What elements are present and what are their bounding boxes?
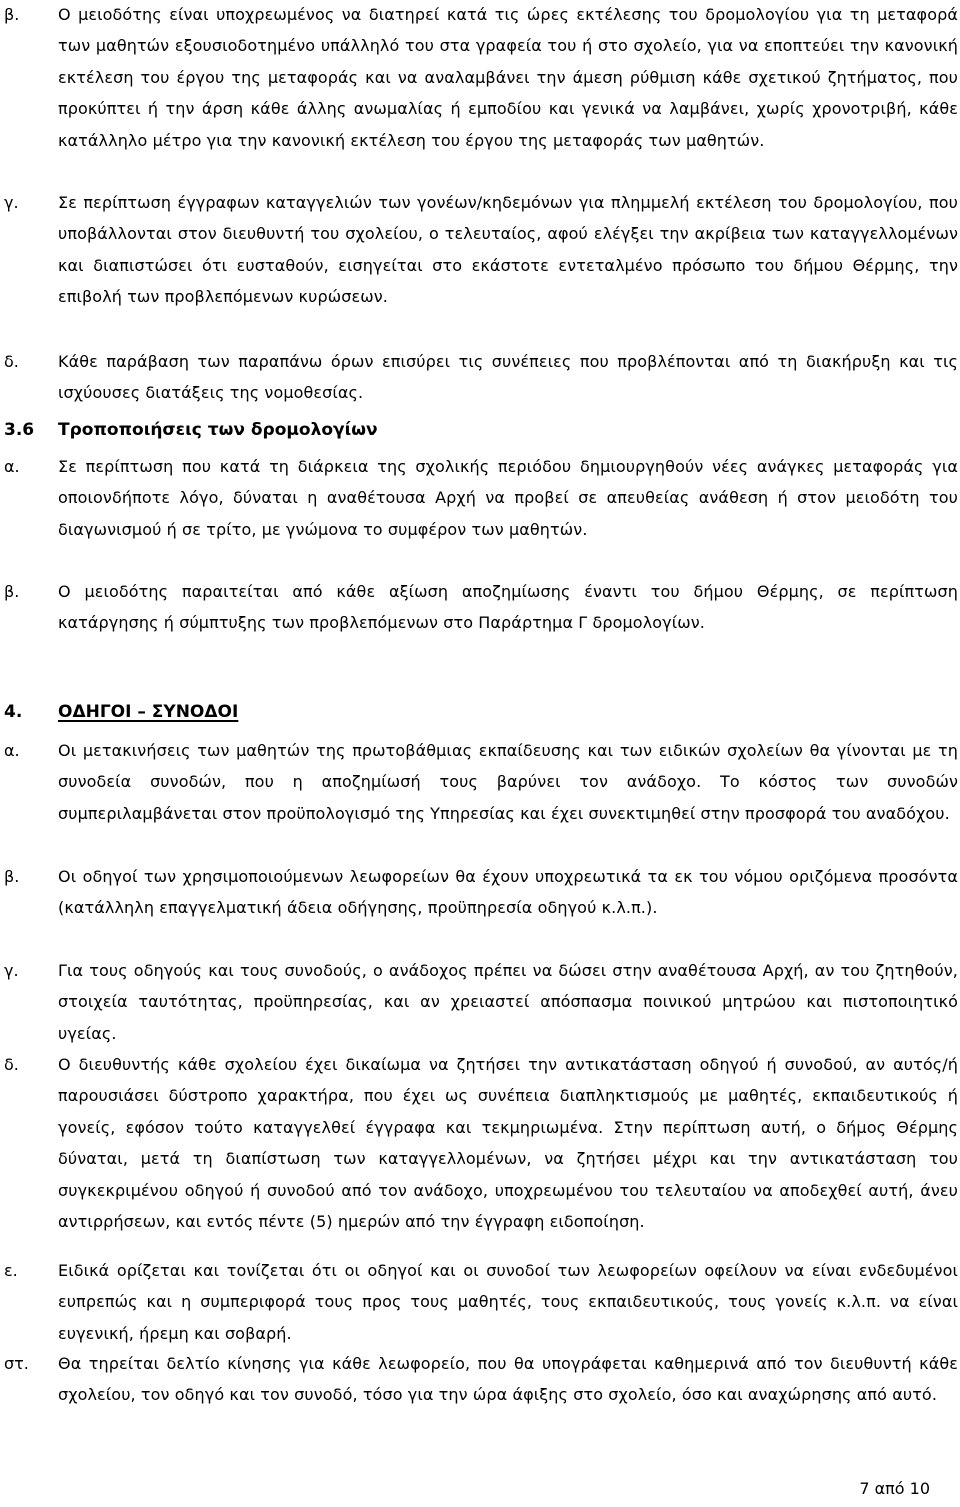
list-item <box>0 1348 960 1411</box>
list-item <box>0 735 960 829</box>
paragraph-text: Οι οδηγοί των χρησιμοποιούμενων λεωφορείων θα έχουν υποχρεωτικά τα εκ του νόμου οριζόμενα προσόντα (κατάλληλη επαγγελματική άδεια οδήγησης, προϋπηρεσία οδηγού κ.λ.π.). <box>58 867 958 918</box>
section-number: 3.6 <box>4 420 35 440</box>
list-item <box>0 576 960 639</box>
list-marker: α. <box>4 457 20 476</box>
paragraph-text: Σε περίπτωση που κατά τη διάρκεια της σχολικής περιόδου δημιουργηθούν νέες ανάγκες μεταφοράς για οποιονδήποτε λόγο, δύναται η αναθέτουσα Αρχή να προβεί σε απευθείας ανάθεση ή στον μειοδότη του διαγωνισμού ή σε τρίτο, με γνώμονα το συμφέρον των μαθητών. <box>58 457 958 539</box>
paragraph-text: Θα τηρείται δελτίο κίνησης για κάθε λεωφορείο, που θα υπογράφεται καθημερινά από τον διευθυντή κάθε σχολείου, τον οδηγό και τον συνοδό, τόσο για την ώρα άφιξης στο σχολείο, όσο και αναχώρησης από αυτό. <box>58 1354 958 1405</box>
list-marker: β. <box>4 5 20 24</box>
paragraph-text: Ο διευθυντής κάθε σχολείου έχει δικαίωμα να ζητήσει την αντικατάσταση οδηγού ή συνοδού, αν αυτός/ή παρουσιάσει δύστροπο χαρακτήρα, που έχει ως συνέπεια διαπληκτισμούς με μαθητές, εκπαιδευτικούς ή γονείς, εφόσον τούτο καταγγελθεί έγγραφα και τεκμηριωμένα. Στην περίπτωση αυτή, ο δήμος Θέρμης δύναται, μετά τη διαπίστωση των καταγγελλομένων, να ζητήσει μέχρι και την αντικατάσταση του συγκεκριμένου οδηγού ή συνοδού από τον ανάδοχο, υποχρεωμένου του τελευταίου να αποδεχθεί αυτή, άνευ αντιρρήσεων, και εντός πέντε (5) ημερών από την έγγραφη ειδοποίηση. <box>58 1055 958 1232</box>
list-marker: α. <box>4 741 20 760</box>
list-marker: γ. <box>4 193 19 212</box>
section-number: 4. <box>4 702 23 722</box>
list-item <box>0 0 960 156</box>
page-number: 7 από 10 <box>859 1479 930 1498</box>
list-item <box>0 1255 960 1349</box>
list-marker: β. <box>4 582 20 601</box>
list-item <box>0 187 960 313</box>
paragraph-text: Οι μετακινήσεις των μαθητών της πρωτοβάθμιας εκπαίδευσης και των ειδικών σχολείων θα γίνονται με τη συνοδεία συνοδών, που η αποζημίωσή τους βαρύνει τον ανάδοχο. Το κόστος των συνοδών συμπεριλαμβάνεται στον προϋπολογισμό της Υπηρεσίας και έχει συνεκτιμηθεί στην προσφορά του αναδόχου. <box>58 741 958 823</box>
section-heading <box>0 697 238 728</box>
list-item <box>0 861 960 924</box>
list-marker: ε. <box>4 1261 18 1280</box>
paragraph-text: Ο μειοδότης είναι υποχρεωμένος να διατηρεί κατά τις ώρες εκτέλεσης του δρομολογίου για τη μεταφορά των μαθητών εξουσιοδοτημένο υπάλληλό του στα γραφεία του ή στο σχολείο, για να εποπτεύει την κανονική εκτέλεση του έργου της μεταφοράς και να αναλαμβάνει την άμεση ρύθμιση κάθε σχετικού ζητήματος, που προκύπτει ή την άρση κάθε άλλης ανωμαλίας ή εμποδίου και γενικά να λαμβάνει, χωρίς χρονοτριβή, κάθε κατάλληλο μέτρο για την κανονική εκτέλεση του έργου της μεταφοράς των μαθητών. <box>58 5 958 150</box>
list-item <box>0 1049 960 1237</box>
paragraph-text: Κάθε παράβαση των παραπάνω όρων επισύρει τις συνέπειες που προβλέπονται από τη διακήρυξη και τις ισχύουσες διατάξεις της νομοθεσίας. <box>58 352 958 403</box>
list-item <box>0 955 960 1049</box>
paragraph-text: Ο μειοδότης παραιτείται από κάθε αξίωση αποζημίωσης έναντι του δήμου Θέρμης, σε περίπτωση κατάργησης ή σύμπτυξης των προβλεπόμενων στο Παράρτημα Γ δρομολογίων. <box>58 582 958 633</box>
list-item <box>0 346 960 409</box>
list-item <box>0 451 960 545</box>
section-heading <box>0 415 378 446</box>
list-marker: δ. <box>4 352 19 371</box>
list-marker: δ. <box>4 1055 19 1074</box>
paragraph-text: Σε περίπτωση έγγραφων καταγγελιών των γονέων/κηδεμόνων για πλημμελή εκτέλεση του δρομολογίου, που υποβάλλονται στον διευθυντή του σχολείου, ο τελευταίος, αφού ελέγξει την ακρίβεια των καταγγελλομένων και διαπιστώσει ότι ευσταθούν, εισηγείται στο εκάστοτε εντεταλμένο πρόσωπο του δήμου Θέρμης, την επιβολή των προβλεπόμενων κυρώσεων. <box>58 193 958 307</box>
section-title: Τροποποιήσεις των δρομολογίων <box>58 420 378 440</box>
list-marker: γ. <box>4 961 19 980</box>
paragraph-text: Ειδικά ορίζεται και τονίζεται ότι οι οδηγοί και οι συνοδοί των λεωφορείων οφείλουν να είναι ενδεδυμένοι ευπρεπώς και η συμπεριφορά τους προς τους μαθητές, τους εκπαιδευτικούς, τους γονείς κ.λ.π. να είναι ευγενική, ήρεμη και σοβαρή. <box>58 1261 958 1343</box>
section-title: ΟΔΗΓΟΙ – ΣΥΝΟΔΟΙ <box>58 702 239 722</box>
paragraph-text: Για τους οδηγούς και τους συνοδούς, ο ανάδοχος πρέπει να δώσει στην αναθέτουσα Αρχή, αν του ζητηθούν, στοιχεία ταυτότητας, προϋπηρεσίας, και αν χρειαστεί απόσπασμα ποινικού μητρώου και πιστοποιητικό υγείας. <box>58 961 958 1043</box>
list-marker: στ. <box>4 1354 29 1373</box>
list-marker: β. <box>4 867 20 886</box>
